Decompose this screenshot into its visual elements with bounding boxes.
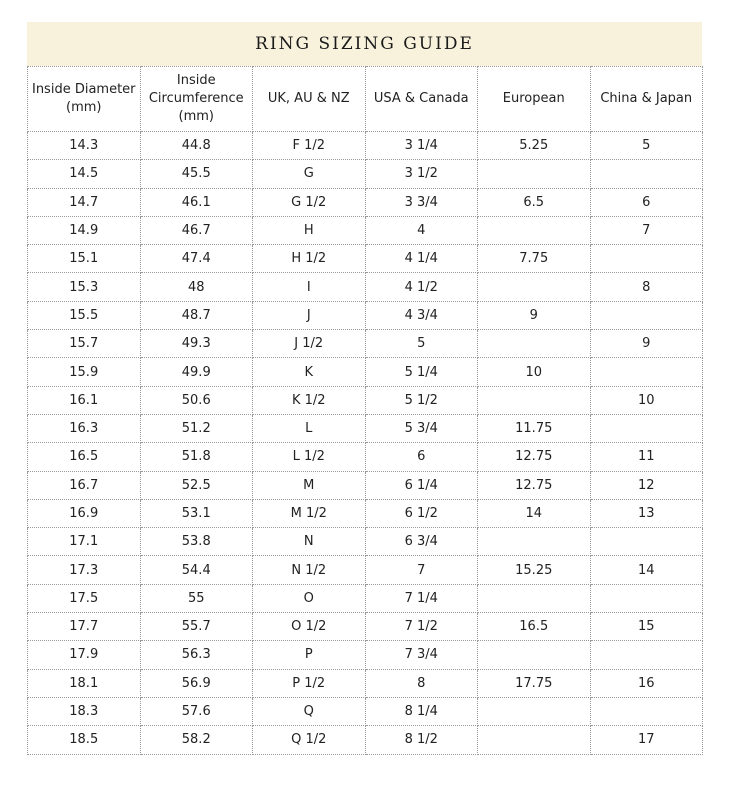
header-inside-diameter: Inside Diameter (mm) [28,67,141,132]
table-row [28,245,703,273]
table-row [28,528,703,556]
table-row [28,414,703,442]
table-row [28,386,703,414]
european-cell [478,330,591,358]
china-japan-cell: 11 [590,443,703,471]
usa-canada-cell: 6 1/4 [365,471,478,499]
table-row [28,697,703,725]
table-row [28,641,703,669]
header-uk-au-nz: UK, AU & NZ [253,67,366,132]
header-inside-circumference: Inside Circumference (mm) [140,67,253,132]
inside-circumference-cell: 44.8 [140,132,253,160]
uk-au-nz-cell: K [253,358,366,386]
china-japan-cell: 6 [590,188,703,216]
european-cell: 6.5 [478,188,591,216]
inside-diameter-cell: 14.5 [28,160,141,188]
guide-title: RING SIZING GUIDE [27,22,702,66]
uk-au-nz-cell: O 1/2 [253,613,366,641]
inside-circumference-cell: 45.5 [140,160,253,188]
usa-canada-cell: 7 [365,556,478,584]
usa-canada-cell: 6 [365,443,478,471]
table-row [28,669,703,697]
inside-circumference-cell: 55.7 [140,613,253,641]
header-european: European [478,67,591,132]
inside-diameter-cell: 15.5 [28,301,141,329]
table-row [28,216,703,244]
inside-diameter-cell: 17.3 [28,556,141,584]
header-usa-canada: USA & Canada [365,67,478,132]
uk-au-nz-cell: J [253,301,366,329]
inside-circumference-cell: 55 [140,584,253,612]
inside-circumference-cell: 46.1 [140,188,253,216]
table-row [28,613,703,641]
uk-au-nz-cell: H 1/2 [253,245,366,273]
usa-canada-cell: 4 3/4 [365,301,478,329]
usa-canada-cell: 3 1/2 [365,160,478,188]
european-cell: 11.75 [478,414,591,442]
european-cell: 15.25 [478,556,591,584]
european-cell [478,216,591,244]
inside-diameter-cell: 14.3 [28,132,141,160]
inside-diameter-cell: 16.9 [28,499,141,527]
usa-canada-cell: 3 1/4 [365,132,478,160]
inside-circumference-cell: 49.9 [140,358,253,386]
uk-au-nz-cell: Q [253,697,366,725]
uk-au-nz-cell: G [253,160,366,188]
usa-canada-cell: 4 1/4 [365,245,478,273]
european-cell [478,697,591,725]
table-row [28,358,703,386]
header-china-japan: China & Japan [590,67,703,132]
inside-diameter-cell: 14.7 [28,188,141,216]
ring-size-table [27,66,703,755]
european-cell [478,386,591,414]
china-japan-cell [590,358,703,386]
usa-canada-cell: 4 1/2 [365,273,478,301]
uk-au-nz-cell: L 1/2 [253,443,366,471]
inside-circumference-cell: 46.7 [140,216,253,244]
european-cell [478,726,591,754]
china-japan-cell: 15 [590,613,703,641]
china-japan-cell [590,641,703,669]
table-body [28,132,703,755]
usa-canada-cell: 7 1/2 [365,613,478,641]
table-row [28,726,703,754]
inside-circumference-cell: 53.1 [140,499,253,527]
inside-circumference-cell: 54.4 [140,556,253,584]
inside-diameter-cell: 15.9 [28,358,141,386]
china-japan-cell [590,528,703,556]
usa-canada-cell: 5 [365,330,478,358]
inside-diameter-cell: 17.7 [28,613,141,641]
usa-canada-cell: 5 3/4 [365,414,478,442]
european-cell: 9 [478,301,591,329]
european-cell: 10 [478,358,591,386]
china-japan-cell: 13 [590,499,703,527]
european-cell: 7.75 [478,245,591,273]
china-japan-cell: 14 [590,556,703,584]
table-row [28,188,703,216]
header-row [28,67,703,132]
inside-diameter-cell: 18.3 [28,697,141,725]
inside-circumference-cell: 51.8 [140,443,253,471]
china-japan-cell [590,584,703,612]
table-row [28,471,703,499]
china-japan-cell: 8 [590,273,703,301]
inside-diameter-cell: 15.1 [28,245,141,273]
uk-au-nz-cell: H [253,216,366,244]
inside-diameter-cell: 17.9 [28,641,141,669]
european-cell [478,273,591,301]
uk-au-nz-cell: O [253,584,366,612]
european-cell: 5.25 [478,132,591,160]
usa-canada-cell: 5 1/2 [365,386,478,414]
usa-canada-cell: 8 1/4 [365,697,478,725]
inside-diameter-cell: 16.7 [28,471,141,499]
inside-circumference-cell: 48.7 [140,301,253,329]
china-japan-cell: 16 [590,669,703,697]
inside-diameter-cell: 14.9 [28,216,141,244]
uk-au-nz-cell: G 1/2 [253,188,366,216]
inside-diameter-cell: 16.1 [28,386,141,414]
inside-diameter-cell: 16.3 [28,414,141,442]
uk-au-nz-cell: J 1/2 [253,330,366,358]
china-japan-cell: 12 [590,471,703,499]
china-japan-cell: 17 [590,726,703,754]
usa-canada-cell: 8 1/2 [365,726,478,754]
inside-circumference-cell: 58.2 [140,726,253,754]
inside-diameter-cell: 17.1 [28,528,141,556]
china-japan-cell [590,245,703,273]
european-cell [478,641,591,669]
inside-diameter-cell: 17.5 [28,584,141,612]
inside-diameter-cell: 18.5 [28,726,141,754]
european-cell [478,160,591,188]
usa-canada-cell: 5 1/4 [365,358,478,386]
inside-circumference-cell: 49.3 [140,330,253,358]
european-cell: 12.75 [478,443,591,471]
inside-circumference-cell: 57.6 [140,697,253,725]
china-japan-cell [590,697,703,725]
china-japan-cell: 5 [590,132,703,160]
uk-au-nz-cell: K 1/2 [253,386,366,414]
inside-diameter-cell: 16.5 [28,443,141,471]
uk-au-nz-cell: P [253,641,366,669]
inside-diameter-cell: 15.7 [28,330,141,358]
usa-canada-cell: 6 3/4 [365,528,478,556]
inside-circumference-cell: 56.3 [140,641,253,669]
uk-au-nz-cell: Q 1/2 [253,726,366,754]
table-row [28,443,703,471]
european-cell: 14 [478,499,591,527]
usa-canada-cell: 7 3/4 [365,641,478,669]
uk-au-nz-cell: P 1/2 [253,669,366,697]
inside-circumference-cell: 47.4 [140,245,253,273]
european-cell [478,584,591,612]
uk-au-nz-cell: F 1/2 [253,132,366,160]
china-japan-cell: 10 [590,386,703,414]
ring-sizing-guide [27,22,702,755]
usa-canada-cell: 4 [365,216,478,244]
usa-canada-cell: 6 1/2 [365,499,478,527]
inside-diameter-cell: 18.1 [28,669,141,697]
uk-au-nz-cell: L [253,414,366,442]
table-row [28,301,703,329]
usa-canada-cell: 3 3/4 [365,188,478,216]
china-japan-cell [590,414,703,442]
china-japan-cell [590,301,703,329]
inside-diameter-cell: 15.3 [28,273,141,301]
uk-au-nz-cell: M 1/2 [253,499,366,527]
uk-au-nz-cell: N 1/2 [253,556,366,584]
inside-circumference-cell: 50.6 [140,386,253,414]
table-row [28,499,703,527]
table-row [28,132,703,160]
inside-circumference-cell: 48 [140,273,253,301]
inside-circumference-cell: 53.8 [140,528,253,556]
usa-canada-cell: 8 [365,669,478,697]
inside-circumference-cell: 56.9 [140,669,253,697]
table-row [28,160,703,188]
uk-au-nz-cell: N [253,528,366,556]
table-row [28,330,703,358]
uk-au-nz-cell: I [253,273,366,301]
inside-circumference-cell: 52.5 [140,471,253,499]
china-japan-cell: 7 [590,216,703,244]
european-cell: 12.75 [478,471,591,499]
european-cell: 16.5 [478,613,591,641]
usa-canada-cell: 7 1/4 [365,584,478,612]
table-row [28,584,703,612]
table-row [28,273,703,301]
european-cell: 17.75 [478,669,591,697]
inside-circumference-cell: 51.2 [140,414,253,442]
table-row [28,556,703,584]
china-japan-cell [590,160,703,188]
european-cell [478,528,591,556]
uk-au-nz-cell: M [253,471,366,499]
china-japan-cell: 9 [590,330,703,358]
